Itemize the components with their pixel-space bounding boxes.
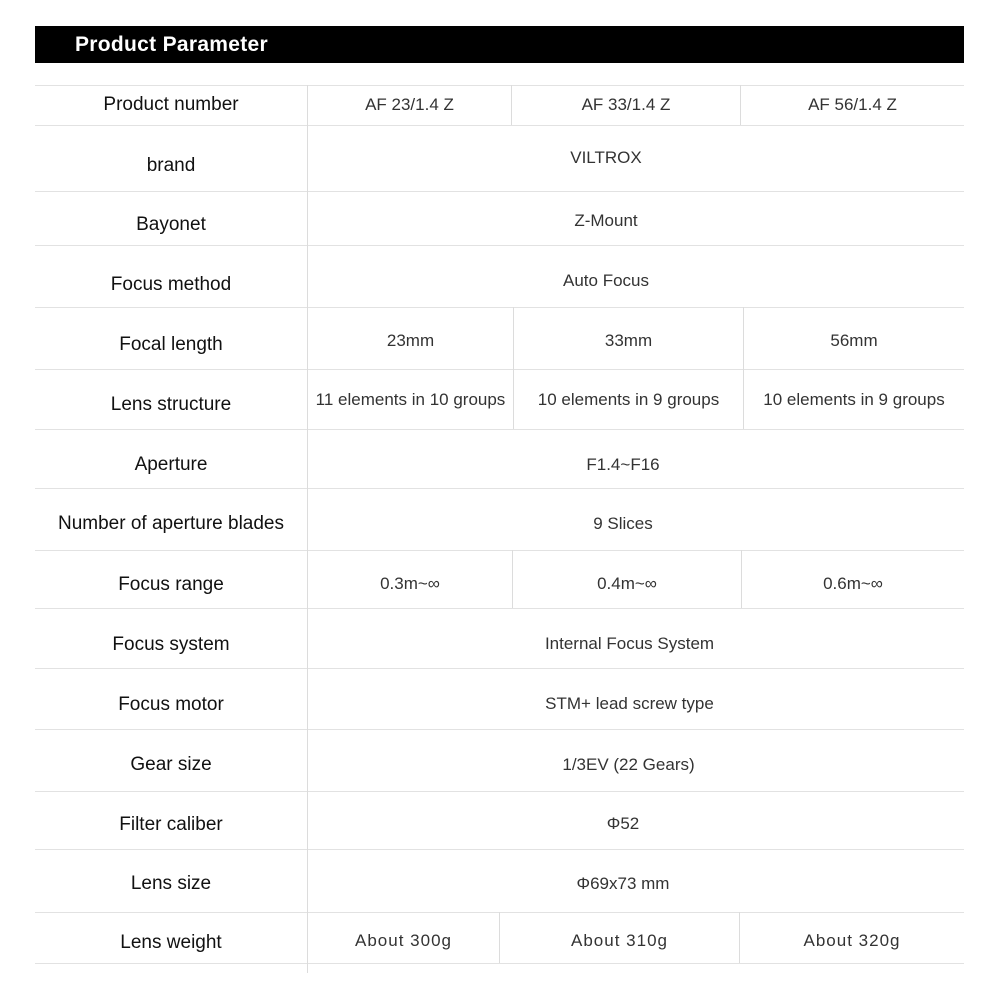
lens-structure-value: 11 elements in 10 groups xyxy=(315,390,506,409)
row-label-filter-caliber: Filter caliber xyxy=(119,814,223,835)
focal-length-value: 56mm xyxy=(830,331,878,350)
lens-weight-value: About 300g xyxy=(355,930,452,950)
gear-size-value: 1/3EV (22 Gears) xyxy=(562,755,695,774)
focal-length-value: 33mm xyxy=(604,331,653,350)
page-title: Product Parameter xyxy=(75,33,269,56)
product-number-value: AF 33/1.4 Z xyxy=(581,95,671,114)
row-label-lens-structure: Lens structure xyxy=(110,394,232,415)
focus-range-value: 0.6m~∞ xyxy=(823,574,883,593)
product-number-value: AF 23/1.4 Z xyxy=(365,95,454,114)
row-label-aperture: Aperture xyxy=(134,454,208,475)
row-label-brand: brand xyxy=(146,155,196,176)
row-label-focus-method: Focus method xyxy=(110,274,232,295)
row-label-focal-length: Focal length xyxy=(119,334,223,355)
aperture-blades-value: 9 Slices xyxy=(593,514,653,533)
brand-value: VILTROX xyxy=(570,148,642,167)
focus-method-value: Auto Focus xyxy=(563,271,649,290)
focus-system-value: Internal Focus System xyxy=(544,634,715,653)
product-number-value: AF 56/1.4 Z xyxy=(808,95,897,114)
aperture-value: F1.4~F16 xyxy=(586,455,660,474)
focus-range-value: 0.3m~∞ xyxy=(380,574,440,593)
row-label-focus-system: Focus system xyxy=(112,634,230,655)
lens-weight-value: About 310g xyxy=(571,930,668,950)
lens-size-value: Φ69x73 mm xyxy=(576,874,670,893)
focus-range-value: 0.4m~∞ xyxy=(597,574,657,593)
bayonet-value: Z-Mount xyxy=(574,211,638,230)
lens-structure-value: 10 elements in 9 groups xyxy=(537,390,720,409)
row-label-focus-motor: Focus motor xyxy=(118,694,224,715)
row-label-bayonet: Bayonet xyxy=(136,214,206,235)
header-bar xyxy=(35,26,964,63)
row-label-lens-weight: Lens weight xyxy=(120,932,222,953)
row-label-product-number: Product number xyxy=(103,94,239,115)
lens-structure-value: 10 elements in 9 groups xyxy=(763,390,945,409)
row-label-aperture-blades: Number of aperture blades xyxy=(57,513,284,534)
focus-motor-value: STM+ lead screw type xyxy=(545,694,714,713)
filter-caliber-value: Φ52 xyxy=(606,814,640,833)
lens-weight-value: About 320g xyxy=(803,930,901,950)
focal-length-value: 23mm xyxy=(386,331,435,350)
row-label-lens-size: Lens size xyxy=(130,873,212,894)
row-label-gear-size: Gear size xyxy=(130,754,212,775)
row-label-focus-range: Focus range xyxy=(118,574,224,595)
